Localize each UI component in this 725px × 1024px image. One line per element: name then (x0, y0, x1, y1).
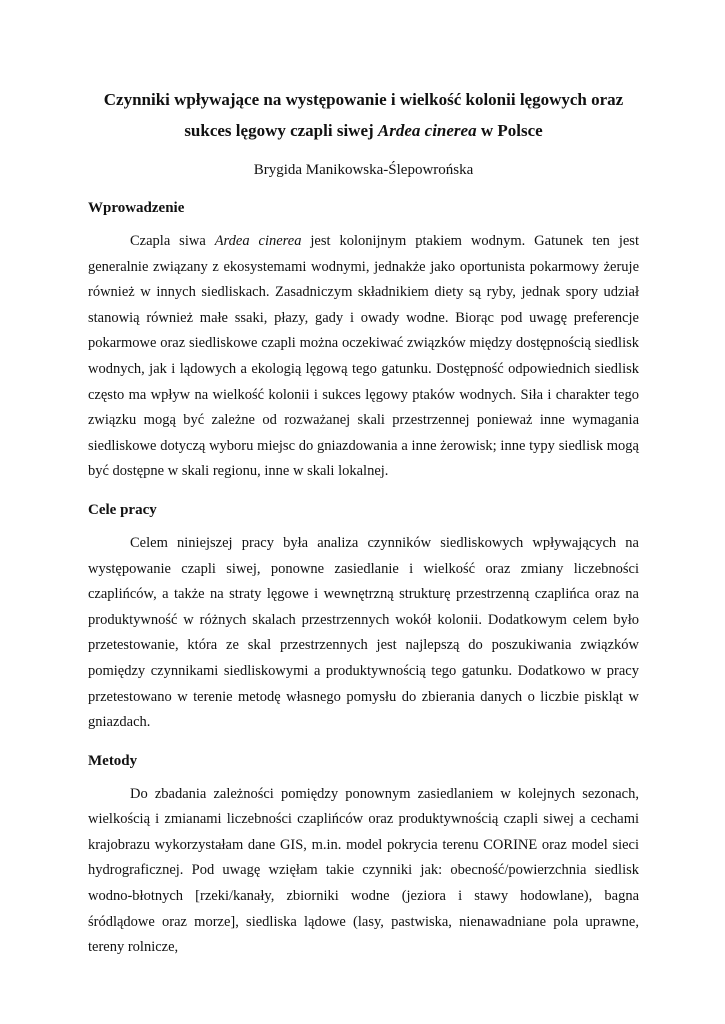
aims-paragraph: Celem niniejszej pracy była analiza czynników siedliskowych wpływających na występowanie czapli siwej, ponowne zasiedlanie i wielkość oraz zmiany liczebności czaplińców, a także na straty lęgowe i wewnętrzną strukturę przestrzenną czaplińca oraz na produktywność w różnych skalach przestrzennych wokół kolonii. Dodatkowym celem było przetestowanie, która ze skal przestrzennych jest najlepszą do poszukiwania związków pomiędzy czynnikami siedliskowymi a produktywnością tego gatunku. Dodatkowo w pracy przetestowano w terenie metodę własnego pomysłu do zbierania danych o liczbie piskląt w gniazdach. (88, 534, 639, 731)
title-line-2-start: sukces lęgowy czapli siwej (184, 121, 378, 140)
intro-text-rest: jest kolonijnym ptakiem wodnym. Gatunek ten jest generalnie związany z ekosystemami wodnymi, jednakże jako oportunista pokarmowy żeruje również w innych siedliskach. Zasadniczym składnikiem diety są ryby, jednak spory udział stanowią również małe ssaki, płazy, gady i owady wodne. Biorąc pod uwagę preferencje pokarmowe oraz siedliskowe czapli można oczekiwać związków między dostępnością siedlisk wodnych, jak i lądowych a ekologią lęgową tego gatunku. Dostępność odpowiednich siedlisk często ma wpływ na wielkość kolonii i sukces lęgowy ptaków wodnych. Siła i charakter tego związku mogą być zależne od rozważanej skali przestrzennej ponieważ inne wymagania siedliskowe dotyczą wyboru miejsc do gniazdowania a inne żerowisk; inne typy siedlisk mogą być dostępne w skali regionu, inne w skali lokalnej. (88, 233, 639, 480)
section-heading-aims: Cele pracy (88, 501, 157, 518)
author-name: Brygida Manikowska-Ślepowrońska (253, 162, 474, 178)
title-line-2-end: w Polsce (476, 121, 543, 140)
introduction-paragraph (88, 229, 639, 485)
section-heading-methods: Metody (88, 752, 138, 769)
methods-paragraph: Do zbadania zależności pomiędzy ponownym zasiedlaniem w kolejnych sezonach, wielkością i zmianami liczebności czaplińców oraz produktywnością czapli siwej a cechami krajobrazu wykorzystałam dane GIS, m.in. model pokrycia terenu CORINE oraz model sieci hydrograficznej. Pod uwagę wzięłam takie czynniki jak: obecność/powierzchnia siedlisk wodno-błotnych [rzeki/kanały, zbiorniki wodne (jeziora i stawy hodowlane), bagna śródlądowe oraz morze], siedliska lądowe (lasy, pastwiska, nienawadniane pola uprawne, tereny rolnicze, (88, 785, 639, 956)
paper-title (88, 84, 639, 146)
section-heading-introduction: Wprowadzenie (88, 200, 185, 216)
title-line-1: Czynniki wpływające na występowanie i wielkość kolonii lęgowych oraz (103, 90, 624, 109)
intro-species-name: Ardea cinerea (214, 233, 302, 249)
document-page (88, 84, 639, 961)
intro-text-start: Czapla siwa (130, 233, 215, 249)
title-species-name: Ardea cinerea (377, 121, 477, 140)
